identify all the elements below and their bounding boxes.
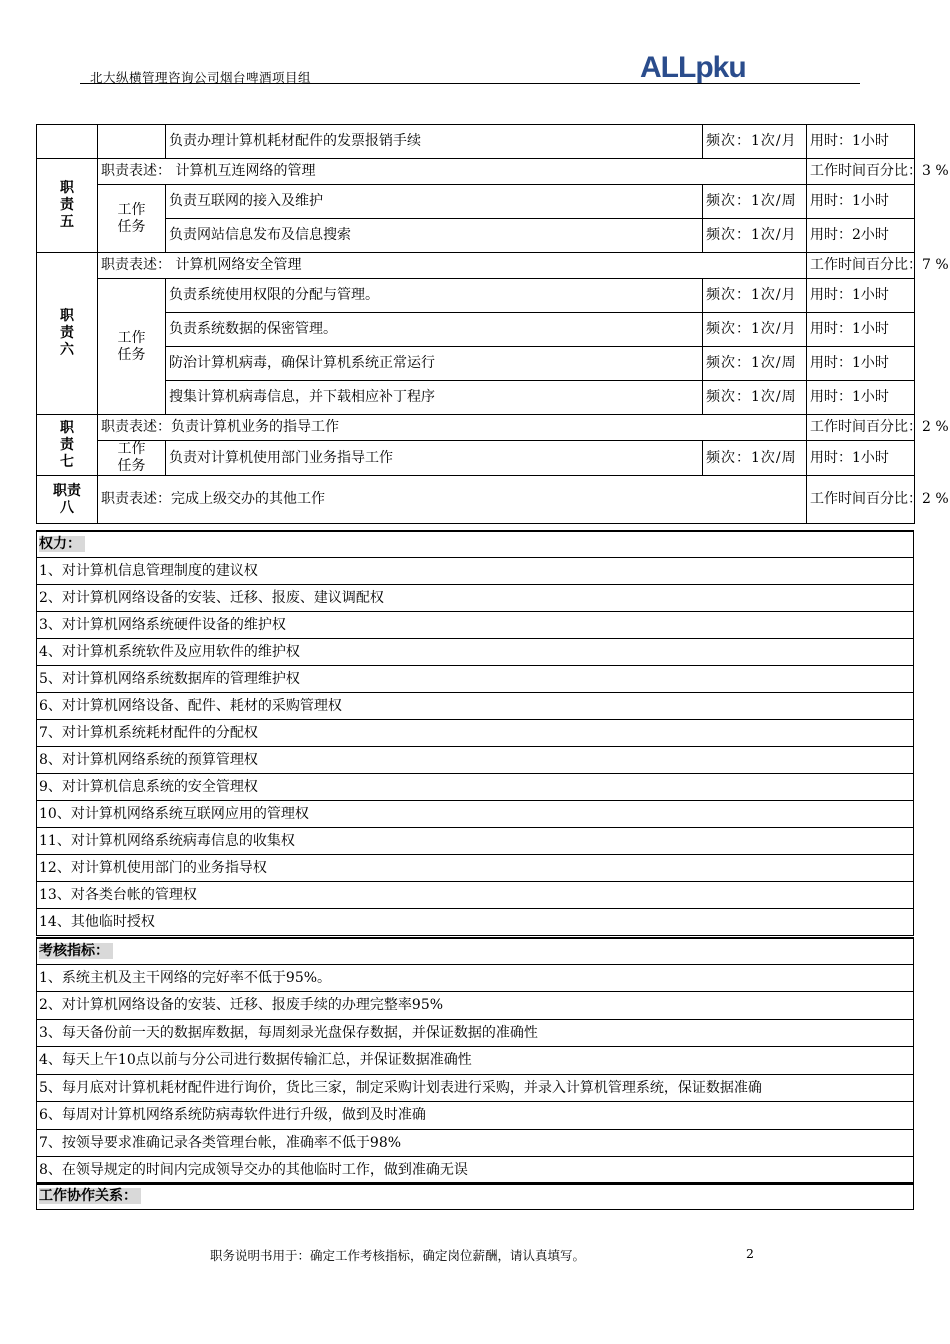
list-item-text: 12、对计算机使用部门的业务指导权 bbox=[37, 854, 914, 881]
table-row bbox=[37, 159, 915, 185]
list-item bbox=[37, 800, 914, 827]
task-text: 负责对计算机使用部门业务指导工作 bbox=[166, 441, 703, 476]
page-header bbox=[80, 52, 860, 84]
footer-note: 职务说明书用于：确定工作考核指标，确定岗位薪酬，请认真填写。 bbox=[210, 1248, 586, 1263]
powers-table bbox=[36, 530, 914, 936]
empty-cell bbox=[98, 125, 166, 159]
powers-heading: 权力： bbox=[37, 531, 914, 557]
list-item-text: 6、对计算机网络设备、配件、耗材的采购管理权 bbox=[37, 692, 914, 719]
task-heading: 工作任务 bbox=[98, 279, 166, 415]
kpi-heading: 考核指标： bbox=[37, 938, 914, 964]
list-item-text: 14、其他临时授权 bbox=[37, 908, 914, 935]
list-item bbox=[37, 746, 914, 773]
task-time: 用时：1小时 bbox=[807, 381, 915, 415]
duty-description: 职责表述： 计算机网络安全管理 bbox=[98, 253, 807, 279]
list-item-text: 1、系统主机及主干网络的完好率不低于95%。 bbox=[37, 964, 914, 992]
table-row bbox=[37, 1183, 914, 1209]
list-item-text: 11、对计算机网络系统病毒信息的收集权 bbox=[37, 827, 914, 854]
duty-percentage: 工作时间百分比：3 % bbox=[807, 159, 915, 185]
company-logo: ALLpku bbox=[640, 51, 746, 84]
duty-label-6: 职责六 bbox=[37, 253, 98, 415]
list-item-text: 3、每天备份前一天的数据库数据，每周刻录光盘保存数据，并保证数据的准确性 bbox=[37, 1019, 914, 1047]
duty-description: 职责表述： 计算机互连网络的管理 bbox=[98, 159, 807, 185]
list-item-text: 8、在领导规定的时间内完成领导交办的其他临时工作，做到准确无误 bbox=[37, 1157, 914, 1185]
list-item bbox=[37, 1102, 914, 1130]
cooperation-heading: 工作协作关系： bbox=[37, 1183, 914, 1209]
task-text: 负责互联网的接入及维护 bbox=[166, 185, 703, 219]
cooperation-table bbox=[36, 1182, 914, 1210]
table-row bbox=[37, 476, 915, 524]
list-item-text: 1、对计算机信息管理制度的建议权 bbox=[37, 557, 914, 584]
header-company: 北大纵横管理咨询公司烟台啤酒项目组 bbox=[90, 70, 312, 85]
list-item-text: 5、每月底对计算机耗材配件进行询价，货比三家，制定采购计划表进行采购，并录入计算机管理系统，保证数据准确 bbox=[37, 1074, 914, 1102]
list-item bbox=[37, 908, 914, 935]
list-item bbox=[37, 964, 914, 992]
list-item-text: 9、对计算机信息系统的安全管理权 bbox=[37, 773, 914, 800]
task-frequency: 频次：1次/周 bbox=[703, 347, 807, 381]
duties-table bbox=[36, 124, 949, 524]
list-item-text: 7、对计算机系统耗材配件的分配权 bbox=[37, 719, 914, 746]
task-text: 负责系统数据的保密管理。 bbox=[166, 313, 703, 347]
task-frequency: 频次：1次/月 bbox=[703, 219, 807, 253]
task-frequency: 频次：1次/周 bbox=[703, 185, 807, 219]
table-row bbox=[37, 279, 915, 313]
list-item bbox=[37, 881, 914, 908]
task-text: 搜集计算机病毒信息，并下载相应补丁程序 bbox=[166, 381, 703, 415]
task-heading: 工作任务 bbox=[98, 185, 166, 253]
table-row bbox=[37, 531, 914, 557]
duty-percentage: 工作时间百分比：7 % bbox=[807, 253, 915, 279]
header-rule bbox=[80, 83, 860, 84]
list-item-text: 4、对计算机系统软件及应用软件的维护权 bbox=[37, 638, 914, 665]
list-item-text: 13、对各类台帐的管理权 bbox=[37, 881, 914, 908]
task-time: 用时：1小时 bbox=[807, 125, 915, 159]
table-row bbox=[37, 313, 915, 347]
task-frequency: 频次：1次/周 bbox=[703, 381, 807, 415]
list-item bbox=[37, 584, 914, 611]
table-row bbox=[37, 415, 915, 441]
duty-description: 职责表述：负责计算机业务的指导工作 bbox=[98, 415, 807, 441]
list-item-text: 7、按领导要求准确记录各类管理台帐，准确率不低于98% bbox=[37, 1129, 914, 1157]
list-item bbox=[37, 638, 914, 665]
list-item bbox=[37, 692, 914, 719]
list-item-text: 4、每天上午10点以前与分公司进行数据传输汇总，并保证数据准确性 bbox=[37, 1047, 914, 1075]
list-item-text: 2、对计算机网络设备的安装、迁移、报废、建议调配权 bbox=[37, 584, 914, 611]
list-item bbox=[37, 854, 914, 881]
table-row bbox=[37, 253, 915, 279]
task-text: 负责网站信息发布及信息搜索 bbox=[166, 219, 703, 253]
list-item-text: 10、对计算机网络系统互联网应用的管理权 bbox=[37, 800, 914, 827]
list-item bbox=[37, 719, 914, 746]
page-number: 2 bbox=[746, 1246, 754, 1261]
list-item bbox=[37, 827, 914, 854]
task-frequency: 频次：1次/月 bbox=[703, 313, 807, 347]
list-item bbox=[37, 992, 914, 1020]
duty-label-8: 职责八 bbox=[37, 476, 98, 524]
table-row bbox=[37, 938, 914, 964]
duty-label-7: 职责七 bbox=[37, 415, 98, 476]
task-frequency: 频次：1次/月 bbox=[703, 279, 807, 313]
table-row bbox=[37, 441, 915, 476]
task-text: 负责系统使用权限的分配与管理。 bbox=[166, 279, 703, 313]
table-row bbox=[37, 381, 915, 415]
duty-label-5: 职责五 bbox=[37, 159, 98, 253]
list-item bbox=[37, 611, 914, 638]
list-item bbox=[37, 1074, 914, 1102]
duty-percentage: 工作时间百分比：2 % bbox=[807, 476, 915, 524]
task-time: 用时：1小时 bbox=[807, 185, 915, 219]
list-item bbox=[37, 665, 914, 692]
task-time: 用时：1小时 bbox=[807, 347, 915, 381]
list-item bbox=[37, 1157, 914, 1185]
task-frequency: 频次：1次/周 bbox=[703, 441, 807, 476]
duty-percentage: 工作时间百分比：2 % bbox=[807, 415, 915, 441]
list-item bbox=[37, 773, 914, 800]
task-time: 用时：1小时 bbox=[807, 313, 915, 347]
task-text: 防治计算机病毒，确保计算机系统正常运行 bbox=[166, 347, 703, 381]
list-item bbox=[37, 1019, 914, 1047]
list-item bbox=[37, 1129, 914, 1157]
table-row bbox=[37, 347, 915, 381]
task-text: 负责办理计算机耗材配件的发票报销手续 bbox=[166, 125, 703, 159]
list-item-text: 2、对计算机网络设备的安装、迁移、报废手续的办理完整率95% bbox=[37, 992, 914, 1020]
task-heading: 工作任务 bbox=[98, 441, 166, 476]
task-frequency: 频次：1次/月 bbox=[703, 125, 807, 159]
list-item-text: 3、对计算机网络系统硬件设备的维护权 bbox=[37, 611, 914, 638]
table-row bbox=[37, 185, 915, 219]
list-item-text: 6、每周对计算机网络系统防病毒软件进行升级，做到及时准确 bbox=[37, 1102, 914, 1130]
kpi-table bbox=[36, 937, 914, 1185]
list-item bbox=[37, 1047, 914, 1075]
table-row bbox=[37, 219, 915, 253]
list-item-text: 5、对计算机网络系统数据库的管理维护权 bbox=[37, 665, 914, 692]
task-time: 用时：1小时 bbox=[807, 279, 915, 313]
table-row bbox=[37, 125, 915, 159]
list-item-text: 8、对计算机网络系统的预算管理权 bbox=[37, 746, 914, 773]
empty-cell bbox=[37, 125, 98, 159]
task-time: 用时：1小时 bbox=[807, 441, 915, 476]
list-item bbox=[37, 557, 914, 584]
duty-description: 职责表述：完成上级交办的其他工作 bbox=[98, 476, 807, 524]
task-time: 用时：2小时 bbox=[807, 219, 915, 253]
